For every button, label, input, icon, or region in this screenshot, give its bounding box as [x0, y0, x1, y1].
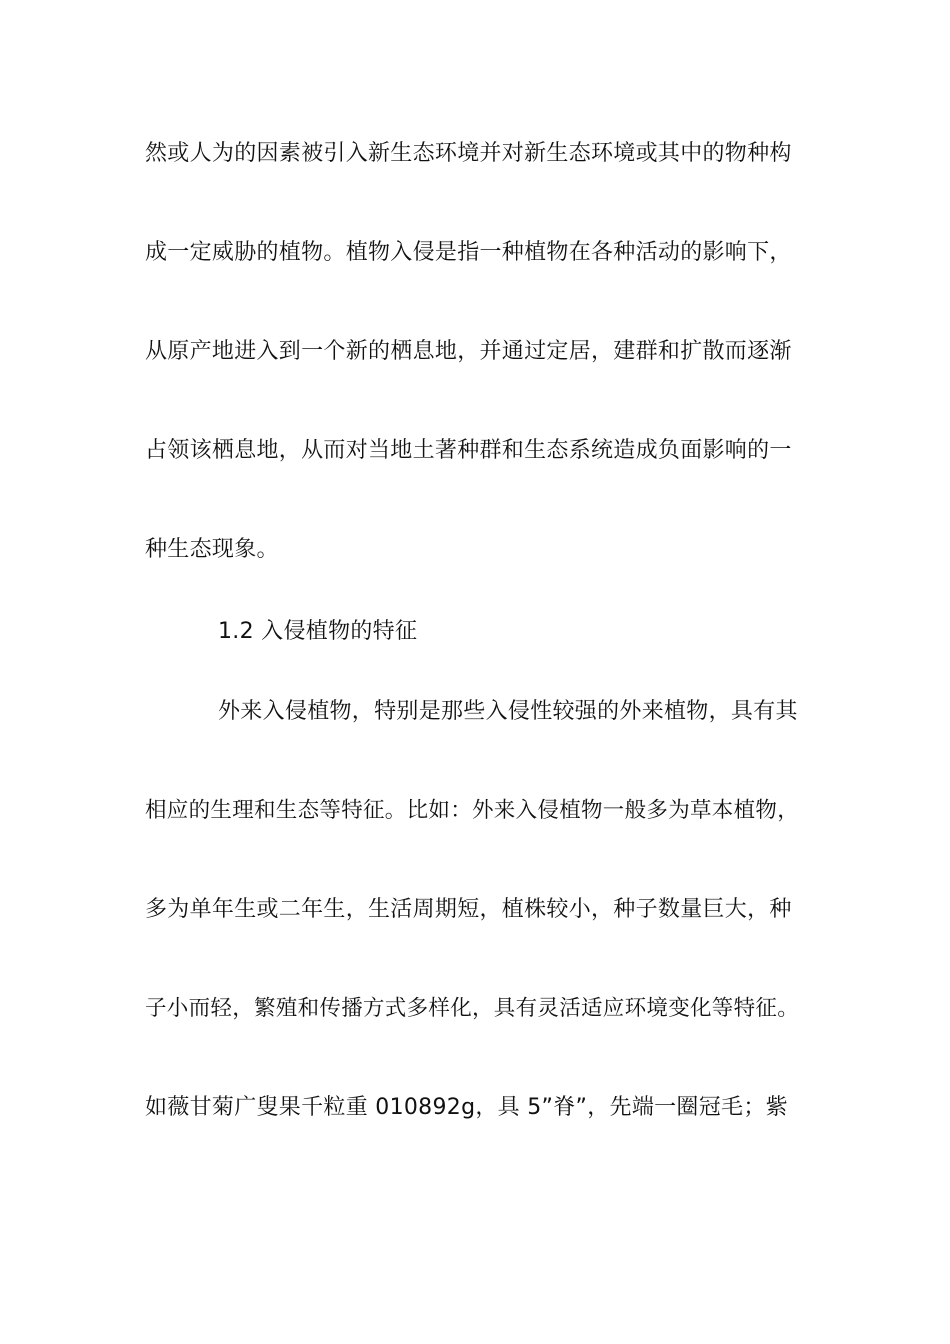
paragraph-line: 成一定威胁的植物。植物入侵是指一种植物在各种活动的影响下， [145, 240, 792, 265]
paragraph-line: 占领该栖息地，从而对当地土著种群和生态系统造成负面影响的一 [145, 438, 792, 463]
paragraph-line: 种生态现象。 [145, 537, 279, 562]
paragraph-line: 外来入侵植物，特别是那些入侵性较强的外来植物，具有其 [218, 699, 798, 724]
section-heading: 1.2 入侵植物的特征 [218, 619, 418, 644]
paragraph-line: 然或人为的因素被引入新生态环境并对新生态环境或其中的物种构 [145, 141, 792, 166]
paragraph-line: 子小而轻，繁殖和传播方式多样化，具有灵活适应环境变化等特征。 [145, 996, 800, 1021]
paragraph-line: 如薇甘菊广叟果千粒重 010892g，具 5”脊”，先端一圈冠毛；紫 [145, 1095, 788, 1120]
paragraph-line: 从原产地进入到一个新的栖息地，并通过定居，建群和扩散而逐渐 [145, 339, 792, 364]
paragraph-line: 相应的生理和生态等特征。比如：外来入侵植物一般多为草本植物， [145, 798, 800, 823]
paragraph-line: 多为单年生或二年生，生活周期短，植株较小，种子数量巨大，种 [145, 897, 792, 922]
